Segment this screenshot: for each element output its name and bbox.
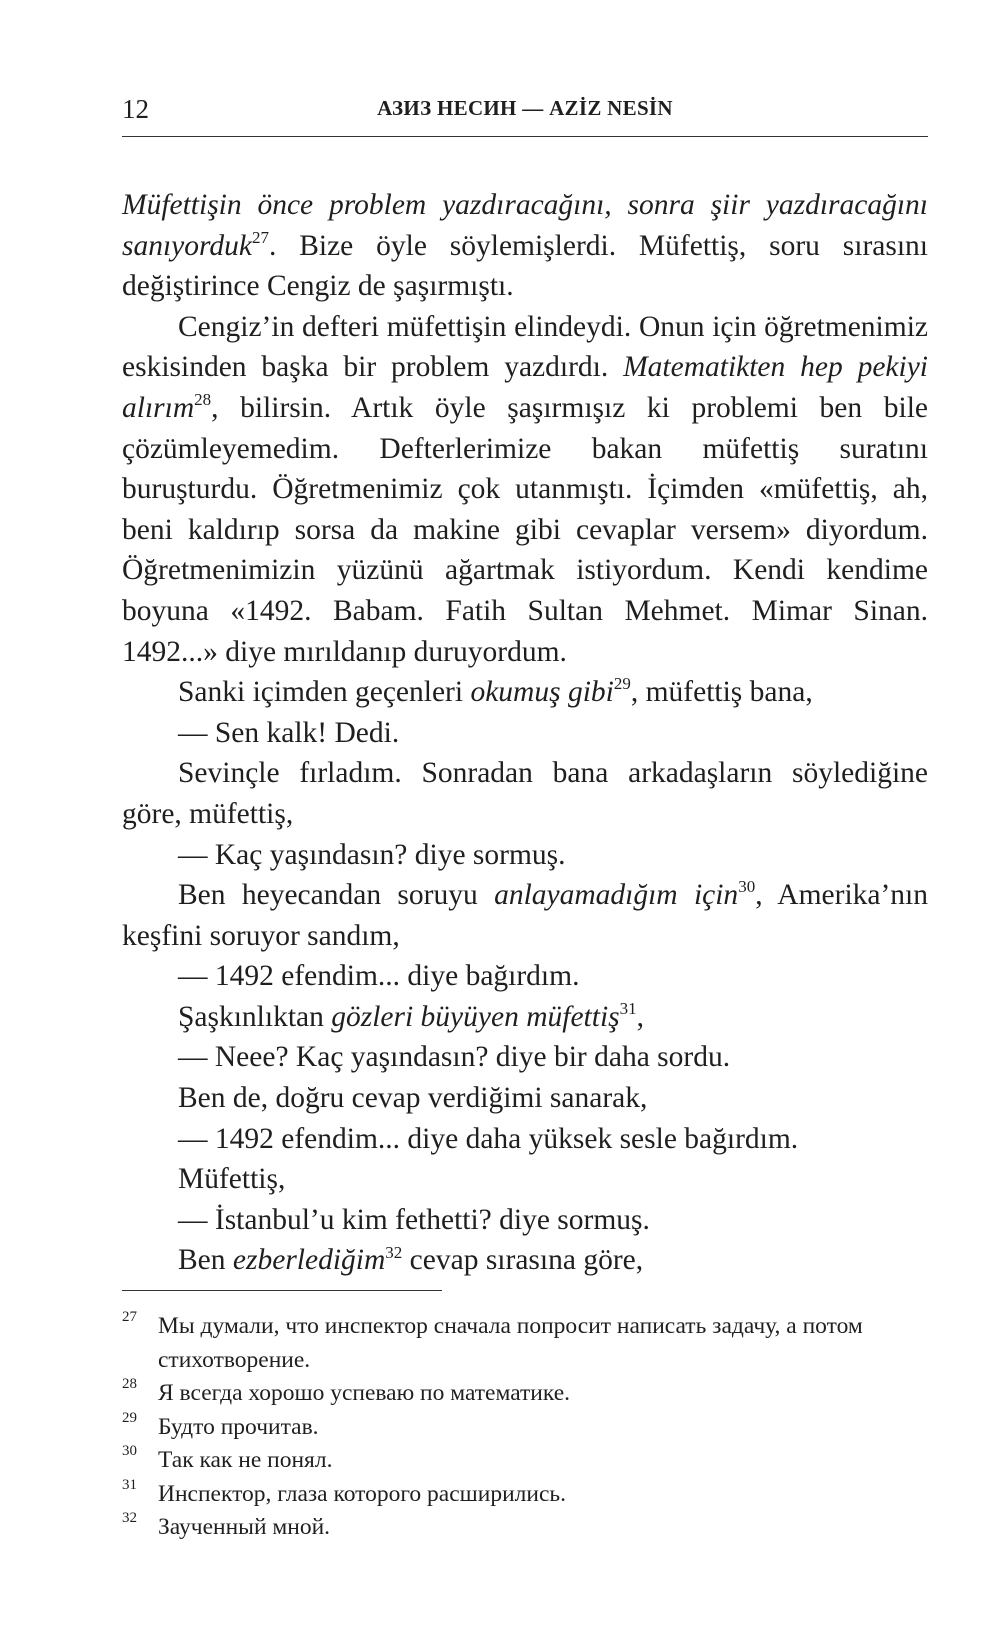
- footnote: [122, 1377, 928, 1411]
- paragraph: Sevinçle fırladım. Sonradan bana arkadaşların söylediğine göre, müfettiş,: [122, 757, 928, 830]
- footnotes: [122, 1310, 928, 1545]
- footnote-text: Инспектор, глаза которого расширились.: [158, 1480, 566, 1507]
- dialogue-line: — Kaç yaşındasın? diye sormuş.: [178, 838, 566, 871]
- text-run: Ben: [178, 1244, 233, 1277]
- footnote-ref: 32: [385, 1242, 403, 1262]
- text-run: ,: [636, 1000, 644, 1033]
- paragraph: [122, 875, 928, 956]
- dialogue-line: — İstanbul’u kim fethetti? diye sormuş.: [178, 1203, 650, 1236]
- page-number: 12: [122, 94, 149, 124]
- dialogue-line: — 1492 efendim... diye bağırdım.: [178, 960, 580, 993]
- text-run: , müfettiş bana,: [630, 676, 813, 709]
- italic-phrase: ezberlediğim: [232, 1244, 386, 1277]
- text-run: , bilirsin. Artık öyle şaşırmışız ki problemi ben bile çözümleyemedim. Defterlerimize bakan müfettiş suratını buruşturdu. Öğretmenimiz çok utanmıştı. İçimden «müfettiş, ah, beni kaldırıp sorsa da makine gibi cevaplar versem» diyordum. Öğretmenimizin yüzünü ağartmak istiyordum. Kendi kendime boyuna «1492. Babam. Fatih Sultan Mehmet. Mimar Sinan. 1492...» diye mırıldanıp duruyordum.: [122, 391, 928, 668]
- text-run: cevap sırasına göre,: [402, 1244, 644, 1277]
- body-text: [122, 185, 928, 1281]
- footnote-ref: 30: [738, 877, 756, 897]
- page-header: [122, 92, 928, 137]
- italic-phrase: Müfettişin önce problem yazdıracağını, sonra şiir yazdıracağını sanıyorduk: [122, 189, 928, 262]
- paragraph: [122, 307, 928, 672]
- text-run: , Amerika’nın keşfini soruyor sandım,: [122, 879, 928, 952]
- footnote-ref: 31: [619, 999, 637, 1019]
- footnote: [122, 1478, 928, 1512]
- footnote-ref: 29: [613, 674, 631, 694]
- footnote-number: 29: [122, 1409, 137, 1426]
- footnote: [122, 1511, 928, 1545]
- footnote-text: Я всегда хорошо успеваю по математике.: [158, 1380, 570, 1406]
- footnote-text: Будто прочитав.: [158, 1413, 319, 1440]
- footnote-ref: 27: [252, 227, 269, 247]
- paragraph: [122, 997, 928, 1038]
- footnote-number: 30: [122, 1443, 137, 1459]
- footnote-text: Заученный мной.: [158, 1514, 331, 1540]
- text-run: Şaşkınlıktan: [178, 1000, 332, 1033]
- footnote-number: 27: [122, 1309, 137, 1325]
- footnote-ref: 28: [194, 390, 212, 410]
- footnote-number: 32: [122, 1510, 137, 1526]
- footnote: [122, 1310, 928, 1377]
- paragraph: [122, 185, 928, 307]
- dialogue-line: — Sen kalk! Dedi.: [178, 716, 400, 749]
- paragraph: Ben de, doğru cevap verdiğimi sanarak,: [178, 1082, 648, 1115]
- footnote-divider: [122, 1290, 442, 1291]
- text-run: Ben heyecandan soruyu: [178, 879, 495, 912]
- footnote: [122, 1411, 928, 1445]
- italic-phrase: okumuş gibi: [470, 676, 614, 709]
- footnote-text: Так как не понял.: [158, 1447, 333, 1473]
- paragraph: [122, 672, 928, 713]
- italic-phrase: Matematikten hep pekiyi alırım: [122, 351, 928, 424]
- footnote-number: 31: [122, 1476, 137, 1493]
- running-title: АЗИЗ НЕСИН — AZİZ NESİN: [377, 96, 673, 120]
- paragraph: [122, 1240, 928, 1281]
- text-run: Cengiz’in defteri müfettişin elindeydi. Onun için öğretmenimiz eskisinden başka bir problem yazdırdı.: [122, 310, 928, 384]
- italic-phrase: gözleri büyüyen müfettiş: [331, 1000, 620, 1033]
- footnote-number: 28: [122, 1376, 137, 1392]
- dialogue-line: — 1492 efendim... diye daha yüksek sesle bağırdım.: [178, 1122, 799, 1155]
- italic-phrase: anlayamadığım için: [494, 879, 739, 912]
- footnote: [122, 1444, 928, 1478]
- text-run: . Bize öyle söylemişlerdi. Müfettiş, soru sırasını değiştirince Cengiz de şaşırmıştı.: [122, 229, 928, 303]
- text-run: Sanki içimden geçenleri: [178, 676, 471, 709]
- footnote-text: Мы думали, что инспектор сначала попросит написать задачу, а потом стихотворение.: [158, 1313, 863, 1373]
- paragraph: Müfettiş,: [178, 1163, 286, 1196]
- dialogue-line: — Neee? Kaç yaşındasın? diye bir daha sordu.: [178, 1041, 731, 1074]
